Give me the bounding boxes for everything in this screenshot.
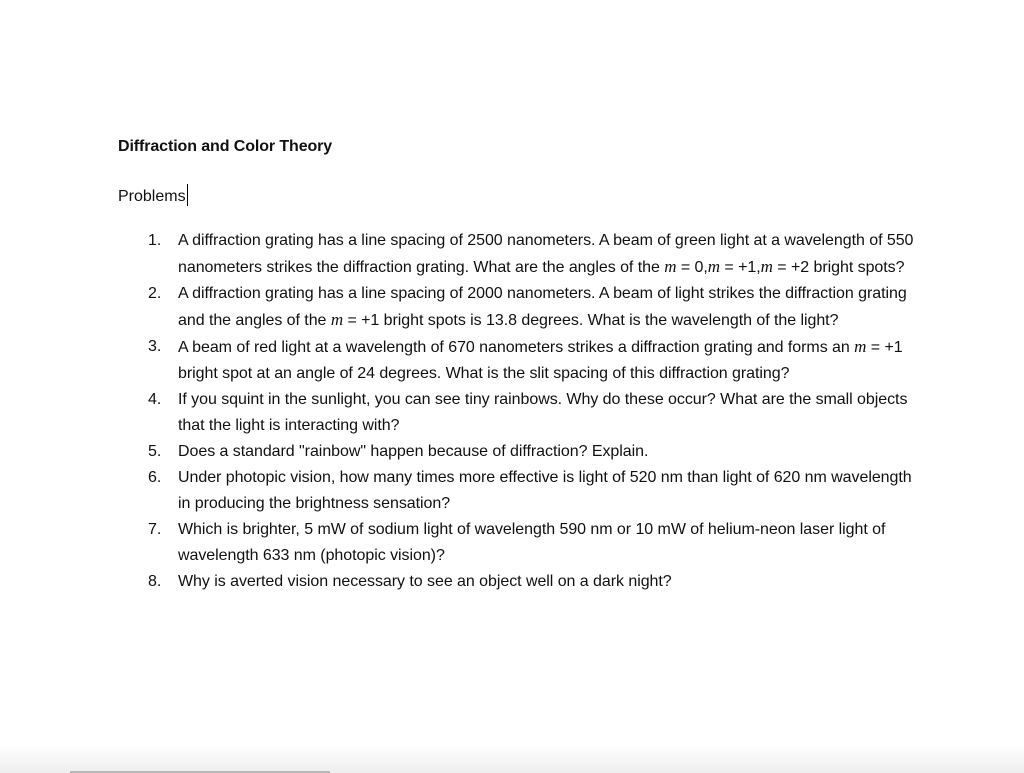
problem-text: = +2 bright spots? — [772, 259, 905, 276]
variable-m: m — [664, 257, 677, 276]
problem-item — [118, 465, 918, 517]
text-cursor — [187, 184, 189, 206]
problem-item — [118, 228, 918, 281]
problem-text: = +1 bright spot at an angle of 24 degrees. What is the slit spacing of this diffraction grating? — [178, 339, 903, 382]
problem-number: 7. — [148, 521, 162, 538]
problem-item — [118, 281, 918, 334]
problem-text: = 0, — [676, 259, 708, 276]
variable-m: m — [330, 310, 344, 329]
problem-item — [118, 569, 918, 595]
problem-number: 4. — [148, 391, 162, 408]
problem-text: Does a standard "rainbow" happen because of diffraction? Explain. — [178, 443, 649, 460]
problem-text: A diffraction grating has a line spacing of 2000 nanometers. A beam of light strikes the diffraction grating and the angles of the — [178, 285, 907, 329]
document-title: Diffraction and Color Theory — [118, 138, 333, 155]
problem-text: = +1, — [720, 259, 761, 276]
problem-text: A beam of red light at a wavelength of 670 nanometers strikes a diffraction grating and forms an — [178, 339, 855, 356]
problem-list — [118, 228, 918, 595]
problem-item — [118, 387, 918, 439]
problem-text: A diffraction grating has a line spacing of 2500 nanometers. A beam of green light at a wavelength of 550 nanometers strikes the diffraction grating. What are the angles of the — [178, 232, 914, 276]
problem-text: Which is brighter, 5 mW of sodium light of wavelength 590 nm or 10 mW of helium-neon laser light of wavelength 633 nm (photopic vision)? — [178, 521, 886, 564]
problem-text: If you squint in the sunlight, you can see tiny rainbows. Why do these occur? What are the small objects that the light is interacting with? — [178, 391, 908, 434]
problem-text: = +1 bright spots is 13.8 degrees. What is the wavelength of the light? — [343, 312, 839, 329]
problem-item — [118, 517, 918, 569]
problem-number: 5. — [148, 443, 162, 460]
problem-number: 2. — [148, 285, 162, 302]
problem-item — [118, 334, 918, 387]
problem-item — [118, 439, 918, 465]
problems-heading-text: Problems — [118, 188, 186, 205]
variable-m: m — [854, 337, 867, 356]
problem-number: 8. — [148, 573, 162, 590]
variable-m: m — [707, 257, 721, 276]
variable-m: m — [760, 257, 773, 276]
problems-heading[interactable] — [118, 184, 188, 206]
problem-text: Under photopic vision, how many times more effective is light of 520 nm than light of 620 nm wavelength in producing the brightness sensation? — [178, 469, 912, 512]
page-bottom-edge — [0, 745, 1024, 773]
problem-number: 6. — [148, 469, 162, 486]
problem-number: 3. — [148, 338, 162, 355]
problem-number: 1. — [148, 232, 162, 249]
problem-text: Why is averted vision necessary to see an object well on a dark night? — [178, 573, 672, 590]
